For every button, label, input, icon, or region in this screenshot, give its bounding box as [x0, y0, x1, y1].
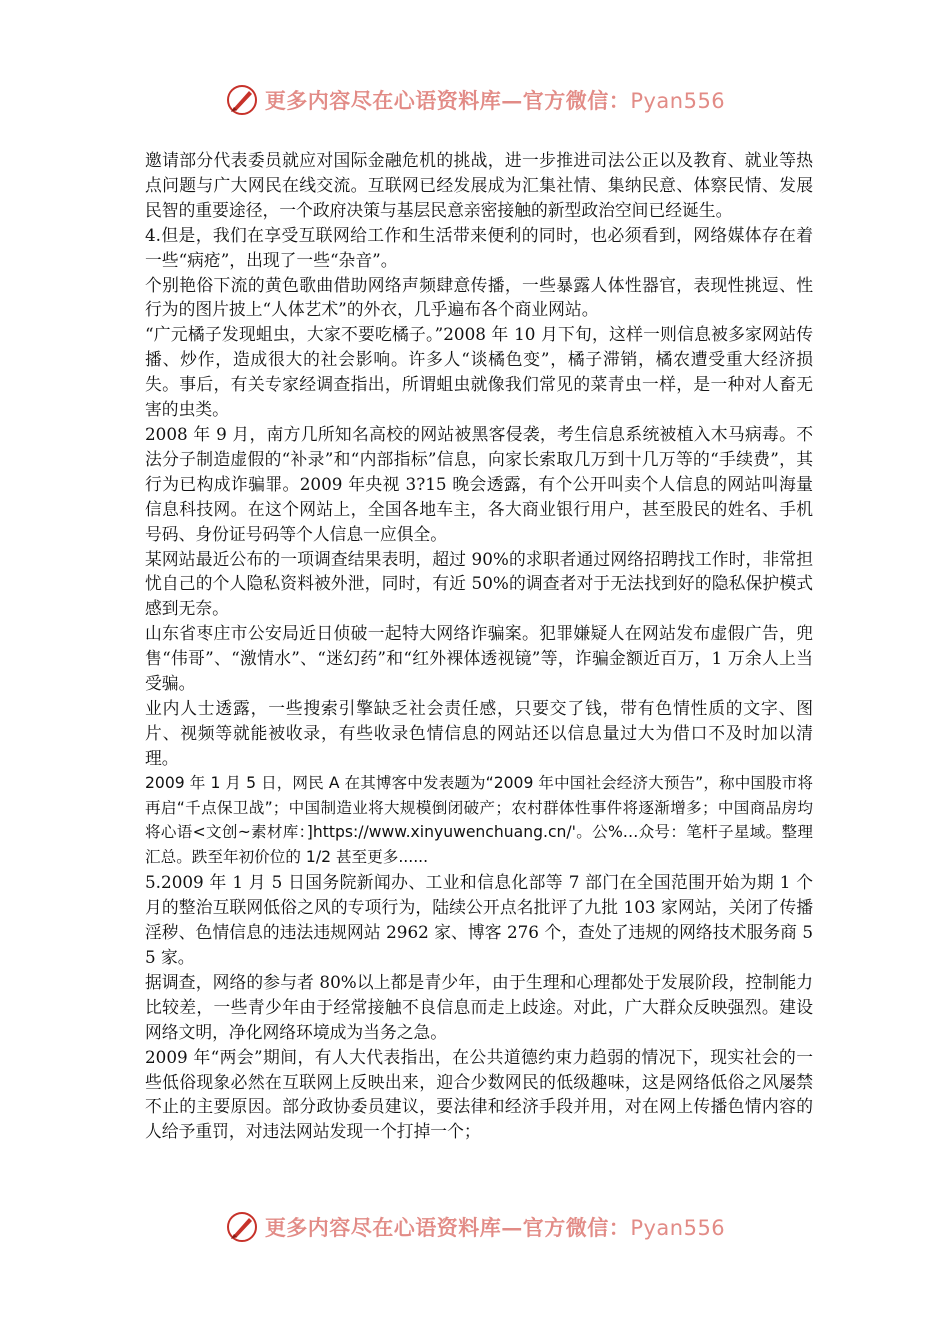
paragraph: 业内人士透露，一些搜索引擎缺乏社会责任感，只要交了钱，带有色情性质的文字、图片、视频等就能被收录，有些收录色情信息的网站还以信息量过大为借口不及时加以清理。	[145, 697, 813, 768]
paragraph: 个别艳俗下流的黄色歌曲借助网络声频肆意传播，一些暴露人体性器官，表现性挑逗、性行为的图片披上“人体艺术”的外衣，几乎遍布各个商业网站。	[145, 274, 813, 320]
paragraph: 邀请部分代表委员就应对国际金融危机的挑战，进一步推进司法公正以及教育、就业等热点问题与广大网民在线交流。互联网已经发展成为汇集社情、集纳民意、体察民情、发展民智的重要途径，一个政府决策与基层民意亲密接触的新型政治空间已经诞生。	[145, 150, 813, 220]
paragraph: 4.但是，我们在享受互联网给工作和生活带来便利的同时，也必须看到，网络媒体存在着一些“病疮”，出现了一些“杂音”。	[145, 224, 813, 270]
paragraph: 某网站最近公布的一项调查结果表明，超过 90%的求职者通过网络招聘找工作时，非常担忧自己的个人隐私资料被外泄，同时，有近 50%的调查者对于无法找到好的隐私保护模式感到无奈。	[145, 548, 813, 619]
paragraph: 据调查，网络的参与者 80%以上都是青少年，由于生理和心理都处于发展阶段，控制能力比较差，一些青少年由于经常接触不良信息而走上歧途。对此，广大群众反映强烈。建设网络文明，净化网络环境成为当务之急。	[145, 971, 813, 1042]
footer-banner	[0, 1207, 950, 1247]
banner-label: 更多内容尽在心语资料库—官方微信：	[264, 1215, 631, 1240]
paragraph: 2009 年“两会”期间，有人大代表指出，在公共道德约束力趋弱的情况下，现实社会的一些低俗现象必然在互联网上反映出来，迎合少数网民的低级趣味，这是网络低俗之风屡禁不止的主要原因。部分政协委员建议，要法律和经济手段并用，对在网上传播色情内容的人给予重罚，对违法网站发现一个打掉一个；	[145, 1046, 813, 1142]
paragraph: 山东省枣庄市公安局近日侦破一起特大网络诈骗案。犯罪嫌疑人在网站发布虚假广告，兜售“伟哥”、“激情水”、“迷幻药”和“红外裸体透视镜”等，诈骗金额近百万，1 万余人上当受骗。	[145, 623, 813, 694]
document-body	[145, 148, 813, 1144]
pen-logo-icon	[225, 83, 259, 117]
paragraph: “广元橘子发现蛆虫，大家不要吃橘子。”2008 年 10 月下旬，这样一则信息被多家网站传播、炒作，造成很大的社会影响。许多人“谈橘色变”，橘子滞销，橘农遭受重大经济损失。事后，有关专家经调查指出，所谓蛆虫就像我们常见的菜青虫一样，是一种对人畜无害的虫类。	[145, 324, 813, 420]
banner-wechat-id: Pyan556	[630, 89, 726, 113]
paragraph: 5.2009 年 1 月 5 日国务院新闻办、工业和信息化部等 7 部门在全国范围开始为期 1 个月的整治互联网低俗之风的专项行为，陆续公开点名批评了九批 103 家网站，关闭了传播淫秽、色情信息的违法违规网站 2962 家、博客 276 个，查处了违规的网络技术服务商 55 家。	[145, 872, 813, 967]
banner-text	[265, 85, 725, 115]
pen-logo-icon	[225, 1210, 259, 1244]
header-banner	[0, 80, 950, 120]
banner-text	[265, 1212, 725, 1242]
banner-wechat-id: Pyan556	[630, 1216, 726, 1240]
banner-label: 更多内容尽在心语资料库—官方微信：	[264, 88, 631, 113]
paragraph-watermarked: 2009 年 1 月 5 日，网民 A 在其博客中发表题为“2009 年中国社会经济大预告”，称中国股市将再启“千点保卫战”；中国制造业将大规模倒闭破产；农村群体性事件将逐渐增多；中国商品房均将心语<文创~素材库：]https://www.xinyuwenchuang.cn/'。公%…众号：笔杆子星域。整理汇总。跌至年初价位的 1/2 甚至更多......	[145, 773, 813, 867]
paragraph: 2008 年 9 月，南方几所知名高校的网站被黑客侵袭，考生信息系统被植入木马病毒。不法分子制造虚假的“补录”和“内部指标”信息，向家长索取几万到十几万等的“手续费”，其行为已构成诈骗罪。2009 年央视 3?15 晚会透露，有个公开叫卖个人信息的网站叫海量信息科技网。在这个网站上，全国各地车主，各大商业银行用户，甚至股民的姓名、手机号码、身份证号码等个人信息一应俱全。	[145, 423, 813, 544]
